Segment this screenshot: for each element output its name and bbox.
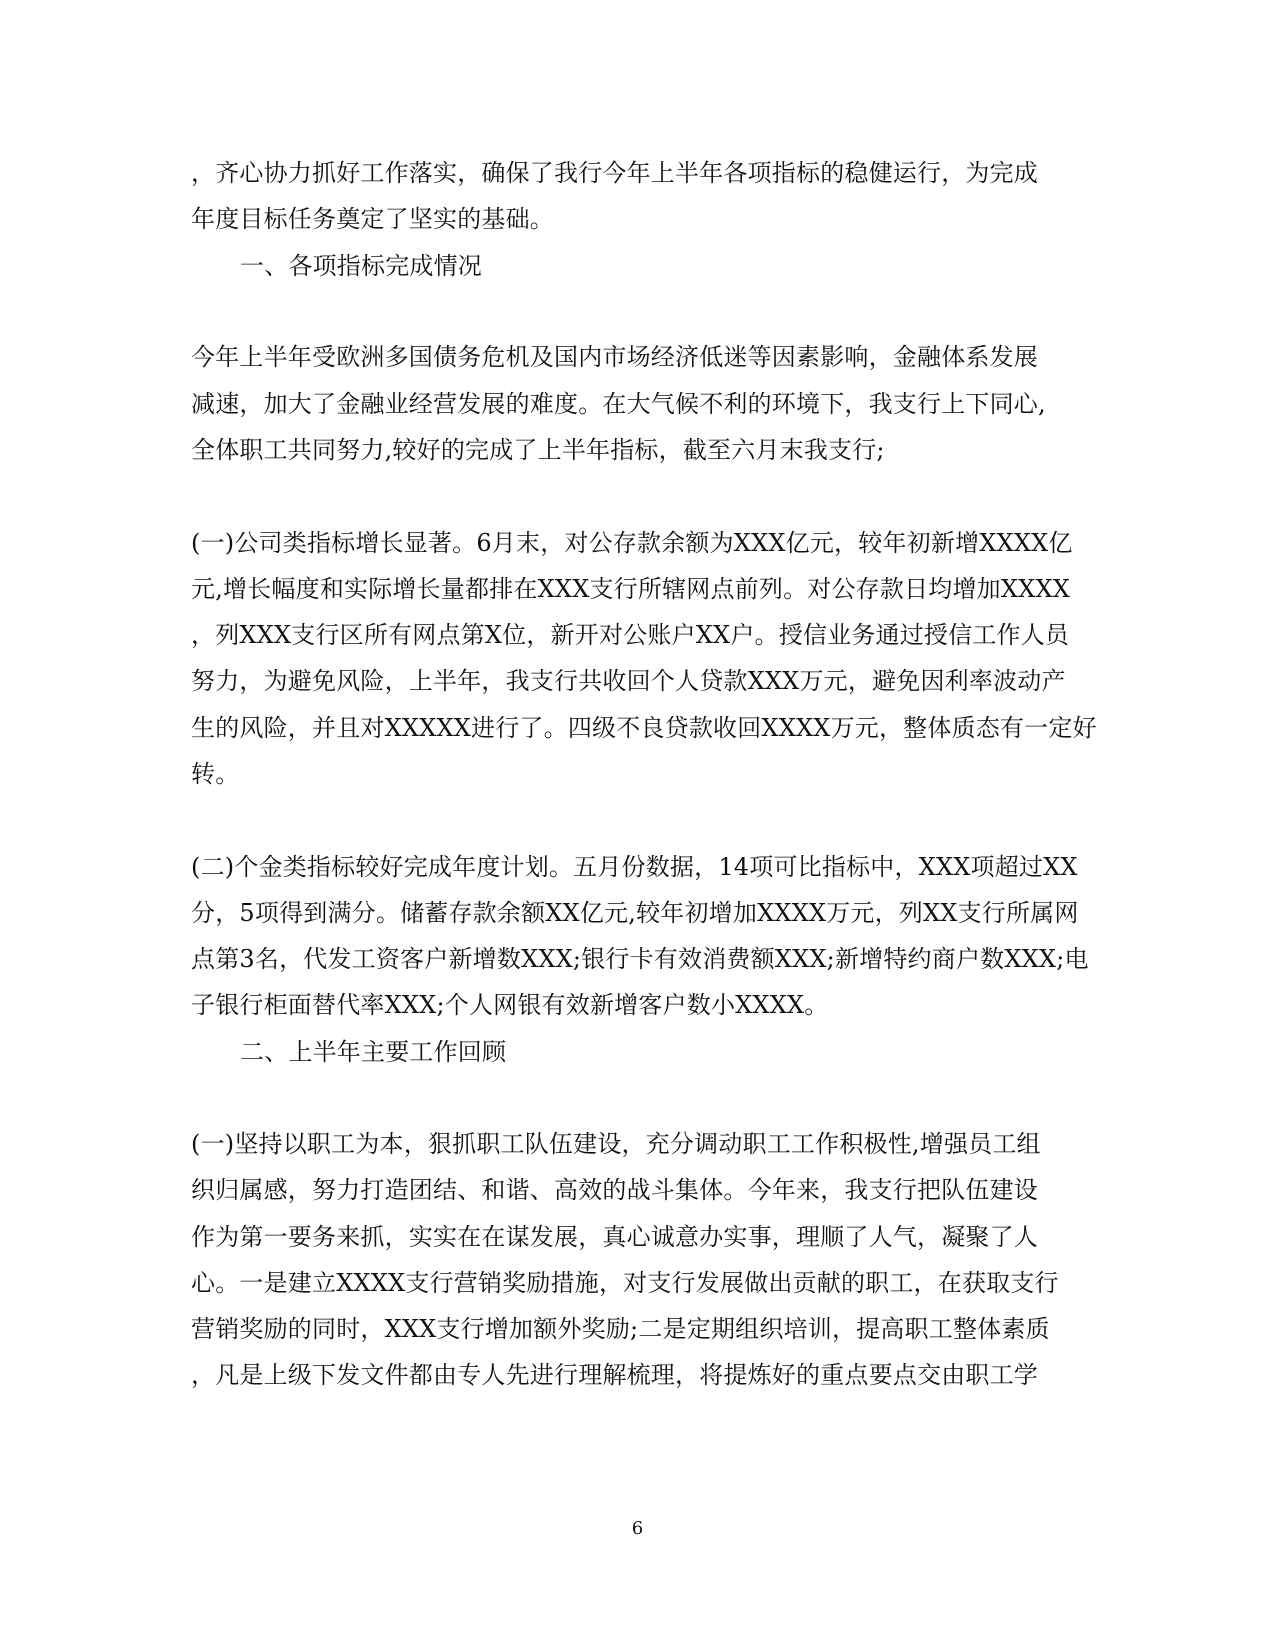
text-line: 今年上半年受欧洲多国债务危机及国内市场经济低迷等因素影响，金融体系发展 [191, 343, 1038, 371]
text-line: 元,增长幅度和实际增长量都排在XXX支行所辖网点前列。对公存款日均增加XXXX [191, 575, 1071, 603]
section-heading: 二、上半年主要工作回顾 [240, 1038, 507, 1066]
text-line: 心。一是建立XXXX支行营销奖励措施，对支行发展做出贡献的职工，在获取支行 [191, 1269, 1059, 1297]
text-line: 子银行柜面替代率XXX;个人网银有效新增客户数小XXXX。 [191, 991, 829, 1019]
text-line: 全体职工共同努力,较好的完成了上半年指标，截至六月末我支行; [191, 436, 885, 464]
text-line: (一)坚持以职工为本，狠抓职工队伍建设，充分调动职工工作积极性,增强员工组 [191, 1130, 1041, 1158]
text-line: 年度目标任务奠定了坚实的基础。 [191, 205, 554, 233]
text-line: 点第3名，代发工资客户新增数XXX;银行卡有效消费额XXX;新增特约商户数XXX;电 [191, 945, 1089, 973]
text-line: 转。 [191, 760, 240, 788]
text-line: 减速，加大了金融业经营发展的难度。在大气候不利的环境下，我支行上下同心, [191, 390, 1046, 418]
text-line: 努力，为避免风险，上半年，我支行共收回个人贷款XXX万元，避免因利率波动产 [191, 667, 1066, 695]
text-line: 分，5项得到满分。储蓄存款余额XX亿元,较年初增加XXXX万元，列XX支行所属网 [191, 899, 1079, 927]
text-line: ，齐心协力抓好工作落实，确保了我行今年上半年各项指标的稳健运行，为完成 [191, 159, 1038, 187]
section-heading: 一、各项指标完成情况 [240, 252, 482, 280]
text-line: 生的风险，并且对XXXXX进行了。四级不良贷款收回XXXX万元，整体质态有一定好 [191, 714, 1097, 742]
text-line: ，列XXX支行区所有网点第X位，新开对公账户XX户。授信业务通过授信工作人员 [191, 621, 1070, 649]
text-line: 作为第一要务来抓，实实在在谋发展，真心诚意办实事，理顺了人气，凝聚了人 [191, 1223, 1038, 1251]
page-number: 6 [631, 1518, 644, 1539]
text-line: (二)个金类指标较好完成年度计划。五月份数据，14项可比指标中，XXX项超过XX [191, 853, 1078, 881]
text-line: ，凡是上级下发文件都由专人先进行理解梳理，将提炼好的重点要点交由职工学 [191, 1361, 1038, 1389]
text-line: 营销奖励的同时，XXX支行增加额外奖励;二是定期组织培训，提高职工整体素质 [191, 1315, 1050, 1343]
text-line: (一)公司类指标增长显著。6月末，对公存款余额为XXX亿元，较年初新增XXXX亿 [191, 529, 1073, 557]
text-line: 织归属感，努力打造团结、和谐、高效的战斗集体。今年来，我支行把队伍建设 [191, 1176, 1038, 1204]
